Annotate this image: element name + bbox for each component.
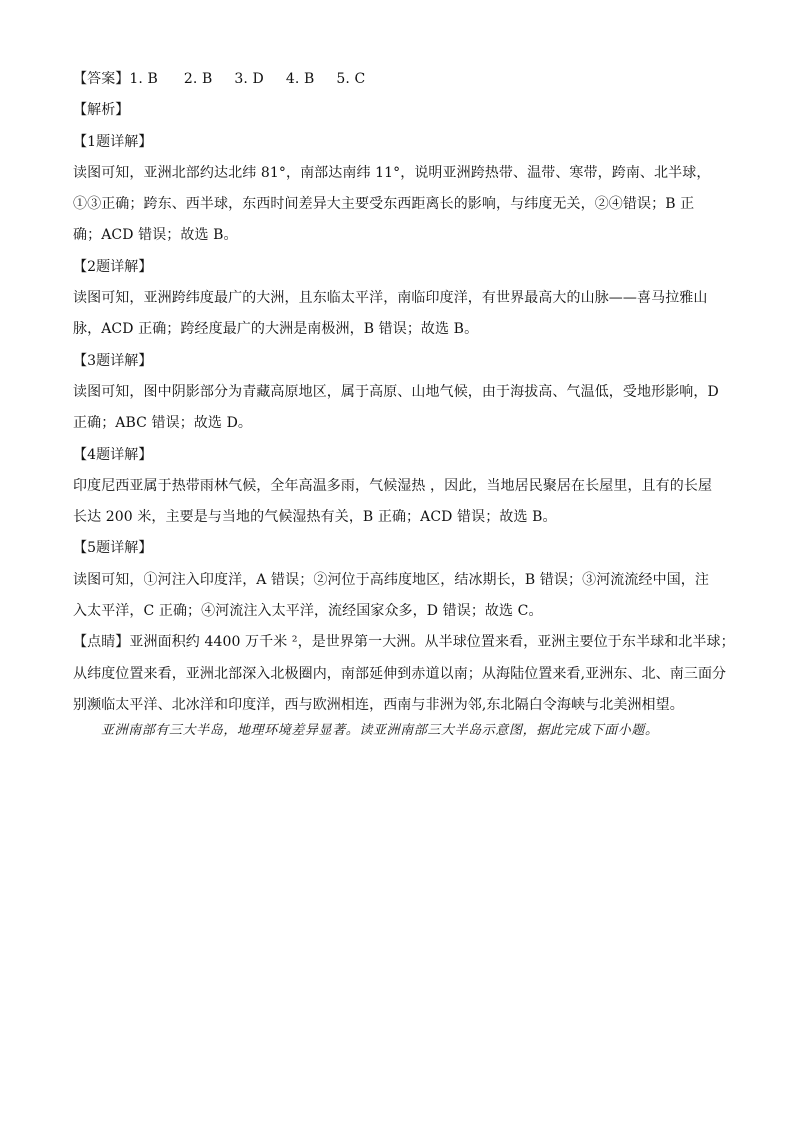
highlight-line <box>73 627 735 658</box>
highlight-tag: 【点睛】 <box>73 634 130 651</box>
q2-line: 脉，ACD 正确；跨经度最广的大洲是南极洲，B 错误；故选 B。 <box>73 321 479 338</box>
q4-line: 长达 200 米，主要是与当地的气候湿热有关，B 正确；ACD 错误；故选 B。 <box>73 509 557 526</box>
answer-item: 3. D <box>234 71 264 87</box>
q3-heading: 【3题详解】 <box>73 352 153 369</box>
q1-line: 确；ACD 错误；故选 B。 <box>73 227 238 244</box>
q5-line: 读图可知，①河注入印度洋，A 错误；②河位于高纬度地区，结冰期长，B 错误；③河流流经中国，注 <box>73 571 709 588</box>
q1-heading: 【1题详解】 <box>73 133 153 150</box>
q5-heading: 【5题详解】 <box>73 540 153 557</box>
question-intro: 亚洲南部有三大半岛，地理环境差异显著。读亚洲南部三大半岛示意图，据此完成下面小题。 <box>101 723 659 738</box>
q2-heading: 【2题详解】 <box>73 258 153 275</box>
q2-line: 读图可知，亚洲跨纬度最广的大洲，且东临太平洋，南临印度洋，有世界最高大的山脉——喜马拉雅山 <box>73 290 708 307</box>
q4-heading: 【4题详解】 <box>73 446 153 463</box>
answer-item: 4. B <box>285 71 315 87</box>
answer-tag: 【答案】 <box>73 71 130 87</box>
highlight-line: 从纬度位置来看，亚洲北部深入北极圈内，南部延伸到赤道以南；从海陆位置来看,亚洲东、北、南三面分 <box>73 665 727 682</box>
answer-item: 5. C <box>336 71 366 87</box>
q3-line: 读图可知，图中阴影部分为青藏高原地区，属于高原、山地气候，由于海拔高、气温低，受地形影响，D <box>73 383 719 400</box>
analysis-heading: 【解析】 <box>73 102 130 119</box>
q1-line: ①③正确；跨东、西半球，东西时间差异大主要受东西距离长的影响，与纬度无关，②④错误；B 正 <box>73 196 695 213</box>
answer-item: 2. B <box>183 71 213 87</box>
answer-line <box>73 64 727 95</box>
q3-line: 正确；ABC 错误；故选 D。 <box>73 415 252 432</box>
document-body <box>73 64 735 721</box>
highlight-line: 别濒临太平洋、北冰洋和印度洋，西与欧洲相连，西南与非洲为邻,东北隔白令海峡与北美洲相望。 <box>73 696 684 713</box>
highlight-text: 亚洲面积约 4400 万千米 ²，是世界第一大洲。从半球位置来看，亚洲主要位于东半球和北半球； <box>129 634 735 651</box>
q4-line: 印度尼西亚属于热带雨林气候，全年高温多雨，气候湿热 ，因此，当地居民聚居在长屋里，且有的长屋 <box>73 477 713 494</box>
answer-item: 1. B <box>129 71 158 87</box>
q5-line: 入太平洋，C 正确；④河流注入太平洋，流经国家众多，D 错误；故选 C。 <box>73 603 543 620</box>
q1-line: 读图可知，亚洲北部约达北纬 81°，南部达南纬 11°，说明亚洲跨热带、温带、寒带，跨南、北半球， <box>73 164 711 181</box>
